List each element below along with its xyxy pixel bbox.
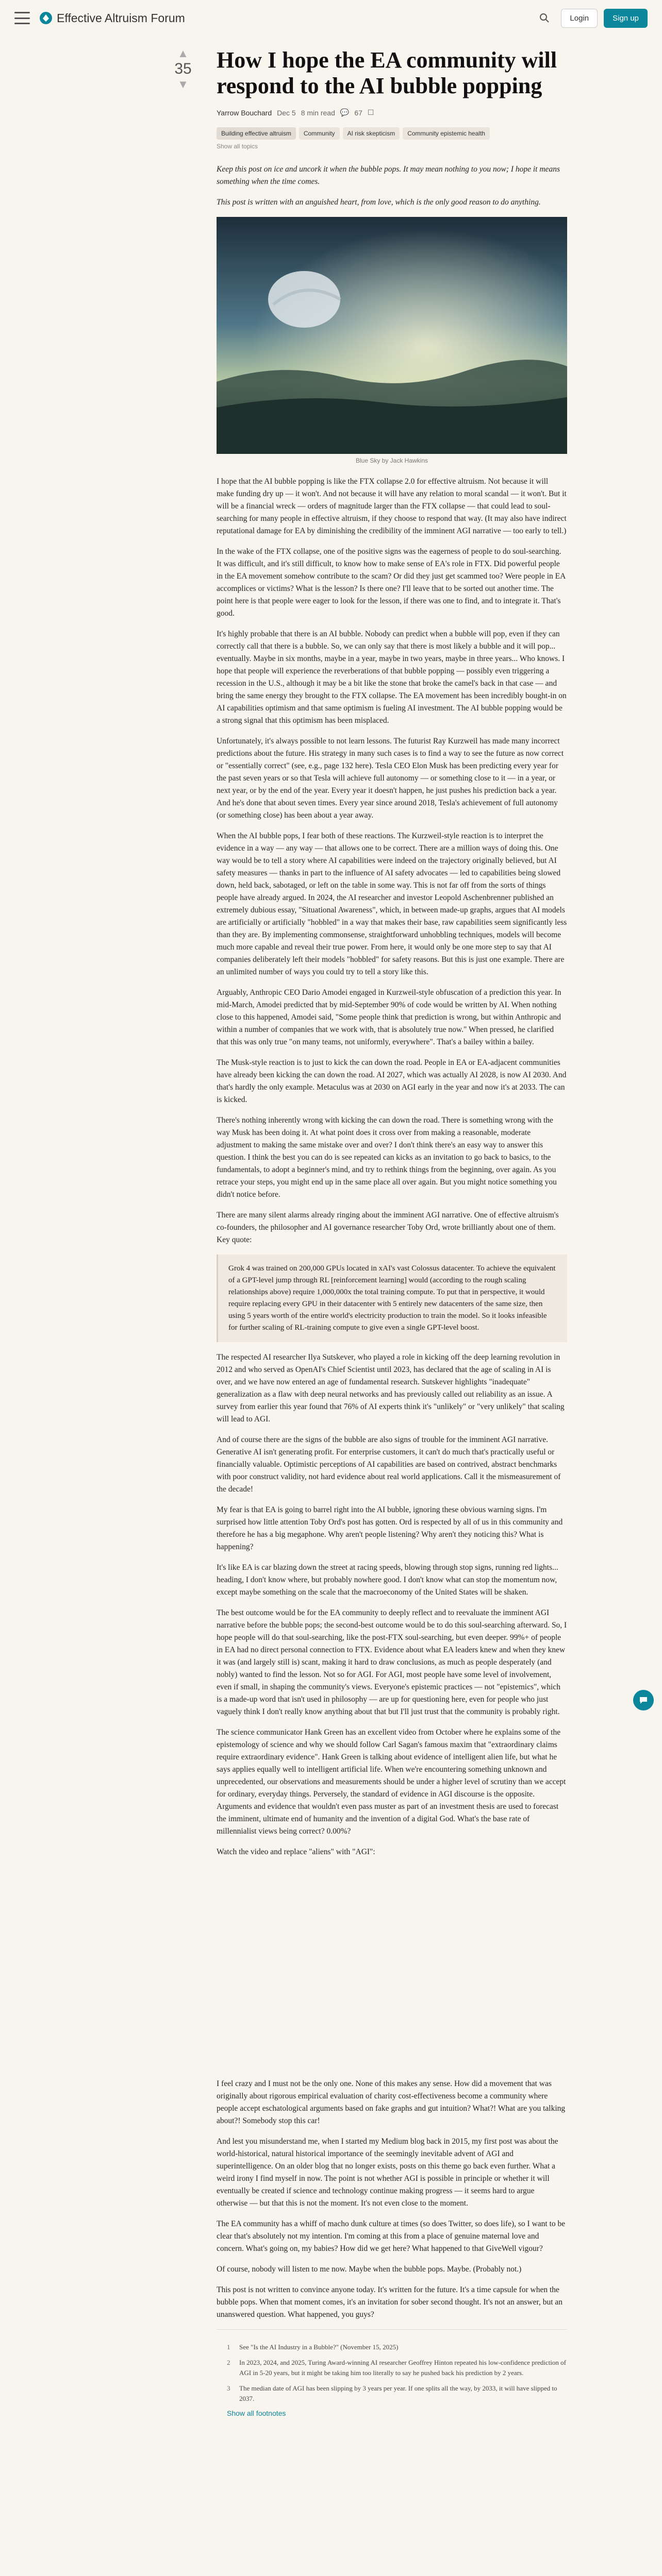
vote-score: 35: [174, 60, 192, 77]
paragraph: The science communicator Hank Green has an excellent video from October where he explains some of the epistemology of science and why we should follow Carl Sagan's famous maxim that "extraordinary claims require extraordinary evidence". Hank Green is talking about evidence of intelligent alien life, but what he says applies equally well to intelligent artificial life. When we're encountering something unknown and unprecedented, our observations and measurements should be under a higher level of scrutiny than we accept for ordinary, everyday things. Perversely, the standard of evidence in AGI discourse is the opposite. Arguments and evidence that wouldn't even pass muster as part of an investment thesis are used to forecast the imminent, ultimate end of humanity and the invention of a digital God. What's the base rate of millennialist views being correct? 0.00%?: [217, 1728, 566, 1836]
paragraph: The best outcome would be for the EA community to deeply reflect and to reevaluate the imminent AGI narrative before the bubble pops; the second-best outcome would be to do this soul-searching afterward. So, I hope people will do that soul-searching, like the post-FTX soul-searching, but even deeper. 99%+ of people in EA had no direct personal connection to FTX. Evidence about what EA leaders knew and when they knew it was (and largely still is) scant, making it hard to draw conclusions, as much as people desperately (and nobly) wanted to find the lesson. Not so for AGI. For AGI, most people have some level of involvement, even if small, in shaping the community's views. Everyone's epistemic practices — not "epistemics", which is a made-up word that isn't used in philosophy — are up for questioning here, even for people who just vaguely think I don't really know anything about that but I'll just trust that the community is probably right.: [217, 1608, 567, 1716]
post-meta: [217, 108, 567, 117]
tag[interactable]: AI risk skepticism: [343, 127, 400, 140]
footnote-text: See "Is the AI Industry in a Bubble?" (November 15, 2025): [239, 2343, 399, 2351]
paragraph: And of course there are the signs of the bubble are also signs of trouble for the imminent AGI narrative. Generative AI isn't generating profit. For enterprise customers, it can't do much that's practically useful or financially valuable. Optimistic perceptions of AI capabilities are based on contrived, abstract benchmarks with poor construct validity, not hard evidence about real world applications. Call it the mismeasurement of the decade!: [217, 1435, 561, 1494]
paragraph: I feel crazy and I must not be the only one. None of this makes any sense. How did a movement that was originally about rigorous empirical evaluation of charity cost-effectiveness become a community where people accept eschatological arguments based on fake graphs and gut intuition? What?! What are you talking about?! Somebody stop this car!: [217, 2079, 566, 2125]
top-bar: [0, 0, 662, 36]
search-icon[interactable]: [534, 8, 555, 28]
post-title: How I hope the EA community will respond to the AI bubble popping: [217, 47, 557, 98]
paragraph: My fear is that EA is going to barrel right into the AI bubble, ignoring these obvious warning signs. I'm surprised how little attention Toby Ord's post has gotten. Ord is respected by all of us in this community and therefore he has a big megaphone. Why aren't people listening? Why aren't they noticing this? What is happening?: [217, 1505, 563, 1551]
hero-image: [217, 217, 567, 454]
paragraph: In the wake of the FTX collapse, one of the positive signs was the eagerness of people to do soul-searching. It was difficult, and it's still difficult, to know how to make sense of EA's role in FTX. Did powerful people in the EA movement somehow contribute to the scam? Or did they just get scammed too? Were people in EA accomplices or victims? What is the lesson? Is there one? I'll leave that to be sorted out another time. The point here is that people were eager to look for the lesson, if there was one to find, and to integrate it. That's good.: [217, 547, 566, 618]
footnotes: [217, 2329, 567, 2417]
quote-paragraph: Grok 4 was trained on 200,000 GPUs located in xAI's vast Colossus datacenter. To achieve the equivalent of a GPT-level jump through RL [reinforcement learning] would (according to the rough scaling relationships above) require 1,000,000x the total training compute. To put that in perspective, it would require replacing every GPU in their datacenter with 5 entirely new datacenters of the same size, then using 5 years worth of the entire world's electricity production to train the model. So it looks infeasible for further scaling of RL-training compute to give even a single GPT-level boost.: [228, 1264, 556, 1332]
paragraph: Of course, nobody will listen to me now. Maybe when the bubble pops. Maybe. (Probably not.): [217, 2265, 522, 2274]
footnote: [217, 2342, 567, 2352]
paragraph: The EA community has a whiff of macho dunk culture at times (so does Twitter, so does life), so I want to be clear that's absolutely not my intention. I'm coming at this from a place of genuine maternal love and concern. What's going on, my babies? How did we get here? What happened to that GiveWell vigour?: [217, 2219, 566, 2253]
comment-icon[interactable]: 💬: [340, 108, 350, 116]
image-caption: Blue Sky by Jack Hawkins: [355, 457, 428, 464]
tag[interactable]: Community: [299, 127, 340, 140]
footnote-number[interactable]: 1: [227, 2343, 230, 2351]
login-button[interactable]: Login: [561, 9, 598, 28]
intro-paragraph: This post is written with an anguished heart, from love, which is the only good reason to do anything.: [217, 198, 541, 207]
paragraph: The respected AI researcher Ilya Sutskever, who played a role in kicking off the deep learning revolution in 2012 and who served as OpenAI's Chief Scientist until 2023, has declared that the age of scaling in AI is over, and we have now entered an age of fundamental research. Sutskever highlights "inadequate" generalization as a flaw with deep neural networks and has previously called out reliability as an issue. A survey from earlier this year found that 76% of AI experts think it's "unlikely" or "very unlikely" that scaling will lead to AGI.: [217, 1353, 565, 1423]
ea-logo-icon: [39, 11, 53, 25]
paragraph: Unfortunately, it's always possible to not learn lessons. The futurist Ray Kurzweil has made many incorrect predictions about the future. His strategy in many such cases is to find a way to see the future as now correct or "essentially correct" (see, e.g., page 132 here). Tesla CEO Elon Musk has been predicting every year for the past seven years or so that Tesla will achieve full autonomy — or something close to it — in a year, or next year, or by the end of the year. Every year it doesn't happen, he just pushes his prediction back a year. And he's done that about seven times. Every year since around 2018, Tesla's achievement of full autonomy (or something close) has been about a year away.: [217, 737, 564, 820]
footnote-number[interactable]: 2: [227, 2359, 230, 2366]
footnote: [217, 2383, 567, 2404]
paragraph: The Musk-style reaction is to just to kick the can down the road. People in EA or EA-adjacent communities have already been kicking the can down the road. AI 2027, which was actually AI 2028, is now AI 2030. And that's hardly the only example. Metaculus was at 2030 on AGI early in the year and now it's at 2033. The can is kicked.: [217, 1058, 567, 1104]
paragraph: When the AI bubble pops, I fear both of these reactions. The Kurzweil-style reaction is to interpret the evidence in a way — any way — that allows one to be correct. There are a million ways of doing this. One way would be to tell a story where AI capabilities were indeed on the trajectory originally believed, but AI safety measures — thanks in part to the influence of AI safety advocates — led to capabilities being slowed down, held back, sabotaged, or left on the table in some way. This is not far off from the sorts of things people have already argued. In 2024, the AI researcher and investor Leopold Aschenbrenner published an extremely dubious essay, "Situational Awareness", which, in between made-up graphs, argues that AI models are artificially or artificially "hobbled" in a way that makes their base, raw capabilities seem significantly less than they are. By implementing commonsense, straightforward unhobbling techniques, models will become much more capable and reveal their true power. From here, it would only be one more step to say that AI companies deliberately left their models "hobbled" for safety reasons. But this is just one example. There are an unlimited number of ways you could try to tell a story like this.: [217, 832, 567, 976]
block-quote: [217, 1255, 567, 1342]
post-author[interactable]: Yarrow Bouchard: [217, 108, 272, 117]
post-body: [217, 163, 567, 2321]
menu-icon[interactable]: [14, 12, 30, 24]
read-time: 8 min read: [301, 108, 335, 117]
signup-button[interactable]: Sign up: [604, 9, 648, 28]
paragraph: And lest you misunderstand me, when I started my Medium blog back in 2015, my first post was about the world-historical, natural historical importance of the seemingly inevitable advent of AGI and superintelligence. On an older blog that no longer exists, posts on this theme go back even further. What a weird irony I find myself in now. The point is not whether AGI is possible in principle or whether it will eventually be created if science and technology continue making progress — it seems hard to argue otherwise — but that this is not the moment. It's not even close to the moment.: [217, 2137, 558, 2208]
bookmark-icon[interactable]: ☐: [367, 108, 374, 116]
downvote-icon[interactable]: ▼: [177, 78, 189, 91]
tag[interactable]: Building effective altruism: [217, 127, 296, 140]
footnote-text: In 2023, 2024, and 2025, Turing Award-winning AI researcher Geoffrey Hinton repeated his low-confidence prediction of AGI in 5-20 years, but it might be taking him too literally to say he pushed back his prediction by 2 years.: [239, 2359, 566, 2377]
paragraph: Arguably, Anthropic CEO Dario Amodei engaged in Kurzweil-style obfuscation of a prediction this year. In mid-March, Amodei predicted that by mid-September 90% of code would be written by AI. When nothing close to this happened, Amodei said, "Some people think that prediction is wrong, but within Anthropic and within a number of companies that we work with, that is absolutely true now." When pressed, he clarified that this was only true "on many teams, not uniformly, everywhere". That's a bailey within a bailey.: [217, 988, 561, 1046]
post-date: Dec 5: [277, 108, 296, 117]
paragraph: Watch the video and replace "aliens" with "AGI":: [217, 1848, 375, 1856]
footnote-text: The median date of AGI has been slipping by 3 years per year. If one splits all the way, by 2033, it will have slipped to 2037.: [239, 2384, 557, 2402]
embedded-video[interactable]: [217, 1867, 567, 2062]
paragraph: There are many silent alarms already ringing about the imminent AGI narrative. One of effective altruism's co-founders, the philosopher and AI governance researcher Toby Ord, wrote brilliantly about one of them. Key quote:: [217, 1211, 559, 1244]
footnote-number[interactable]: 3: [227, 2384, 230, 2392]
paragraph: I hope that the AI bubble popping is like the FTX collapse 2.0 for effective altruism. Not because it will make funding dry up — it won't. And not because it will have any relation to moral scandal — it won't. But it will be a financial wreck — orders of magnitude larger than the FTX collapse — that could lead to soul-searching for many people in effective altruism, if they choose to respond that way. (It may also have indirect reputational damage for EA by diminishing the credibility of the imminent AGI narrative — too early to tell.): [217, 477, 567, 535]
paragraph: It's like EA is car blazing down the street at racing speeds, blowing through stop signs, running red lights... heading, I don't know where, but probably nowhere good. I don't know what can stop the momentum now, except maybe something on the scale that the macroeconomy of the United States will be shaken.: [217, 1563, 558, 1597]
tag-list: [217, 127, 567, 140]
top-actions: [534, 8, 648, 28]
paragraph: There's nothing inherently wrong with kicking the can down the road. There is something wrong with the way Musk has been doing it. At what point does it cross over from making a reasonable, moderate adjustment to making the same mistake over and over? I don't think there's an easy way to answer this question. I think the best you can do is see repeated can kicks as an invitation to go back to basics, to the fundamentals, to adopt a beginner's mind, and try to rethink things from the beginning, over again. As you retrace your steps, you might end up in the same place all over again. But you might notice something you didn't notice before.: [217, 1116, 557, 1199]
tag[interactable]: Community epistemic health: [403, 127, 490, 140]
footnote: [217, 2358, 567, 2378]
site-name: Effective Altruism Forum: [57, 11, 185, 25]
paragraph: This post is not written to convince anyone today. It's written for the future. It's a time capsule for when the bubble pops. When that moment comes, it's an invitation for sober second thought. It's not an answer, but an unanswered question. What happened, you guys?: [217, 2285, 563, 2319]
intro-paragraph: Keep this post on ice and uncork it when the bubble pops. It may mean nothing to you now; I hope it means something when the time comes.: [217, 165, 560, 186]
vote-widget: [170, 47, 196, 91]
comment-count[interactable]: 67: [354, 108, 362, 117]
post: [217, 47, 567, 2417]
paragraph: It's highly probable that there is an AI bubble. Nobody can predict when a bubble will pop, even if they can correctly call that there is a bubble. So, we can only say that there is most likely a bubble and it will pop... eventually. Maybe in six months, maybe in a year, maybe in two years, maybe in three years... Who knows. I hope that people will experience the reverberations of that bubble popping — possibly even triggering a recession in the U.S., although it may be a bit like the stone that broke the camel's back in that case — and bring the same energy they brought to the FTX collapse. The EA movement has been incredibly bought-in on AI capabilities optimism and that same optimism is fueling AI investment. The AI bubble popping would be a strong signal that this optimism has been misplaced.: [217, 630, 567, 725]
show-all-footnotes-link[interactable]: Show all footnotes: [227, 2409, 286, 2417]
site-brand[interactable]: [39, 11, 185, 25]
show-all-topics-link[interactable]: Show all topics: [217, 143, 258, 150]
chat-icon[interactable]: [633, 1690, 654, 1710]
upvote-icon[interactable]: ▲: [177, 47, 189, 60]
